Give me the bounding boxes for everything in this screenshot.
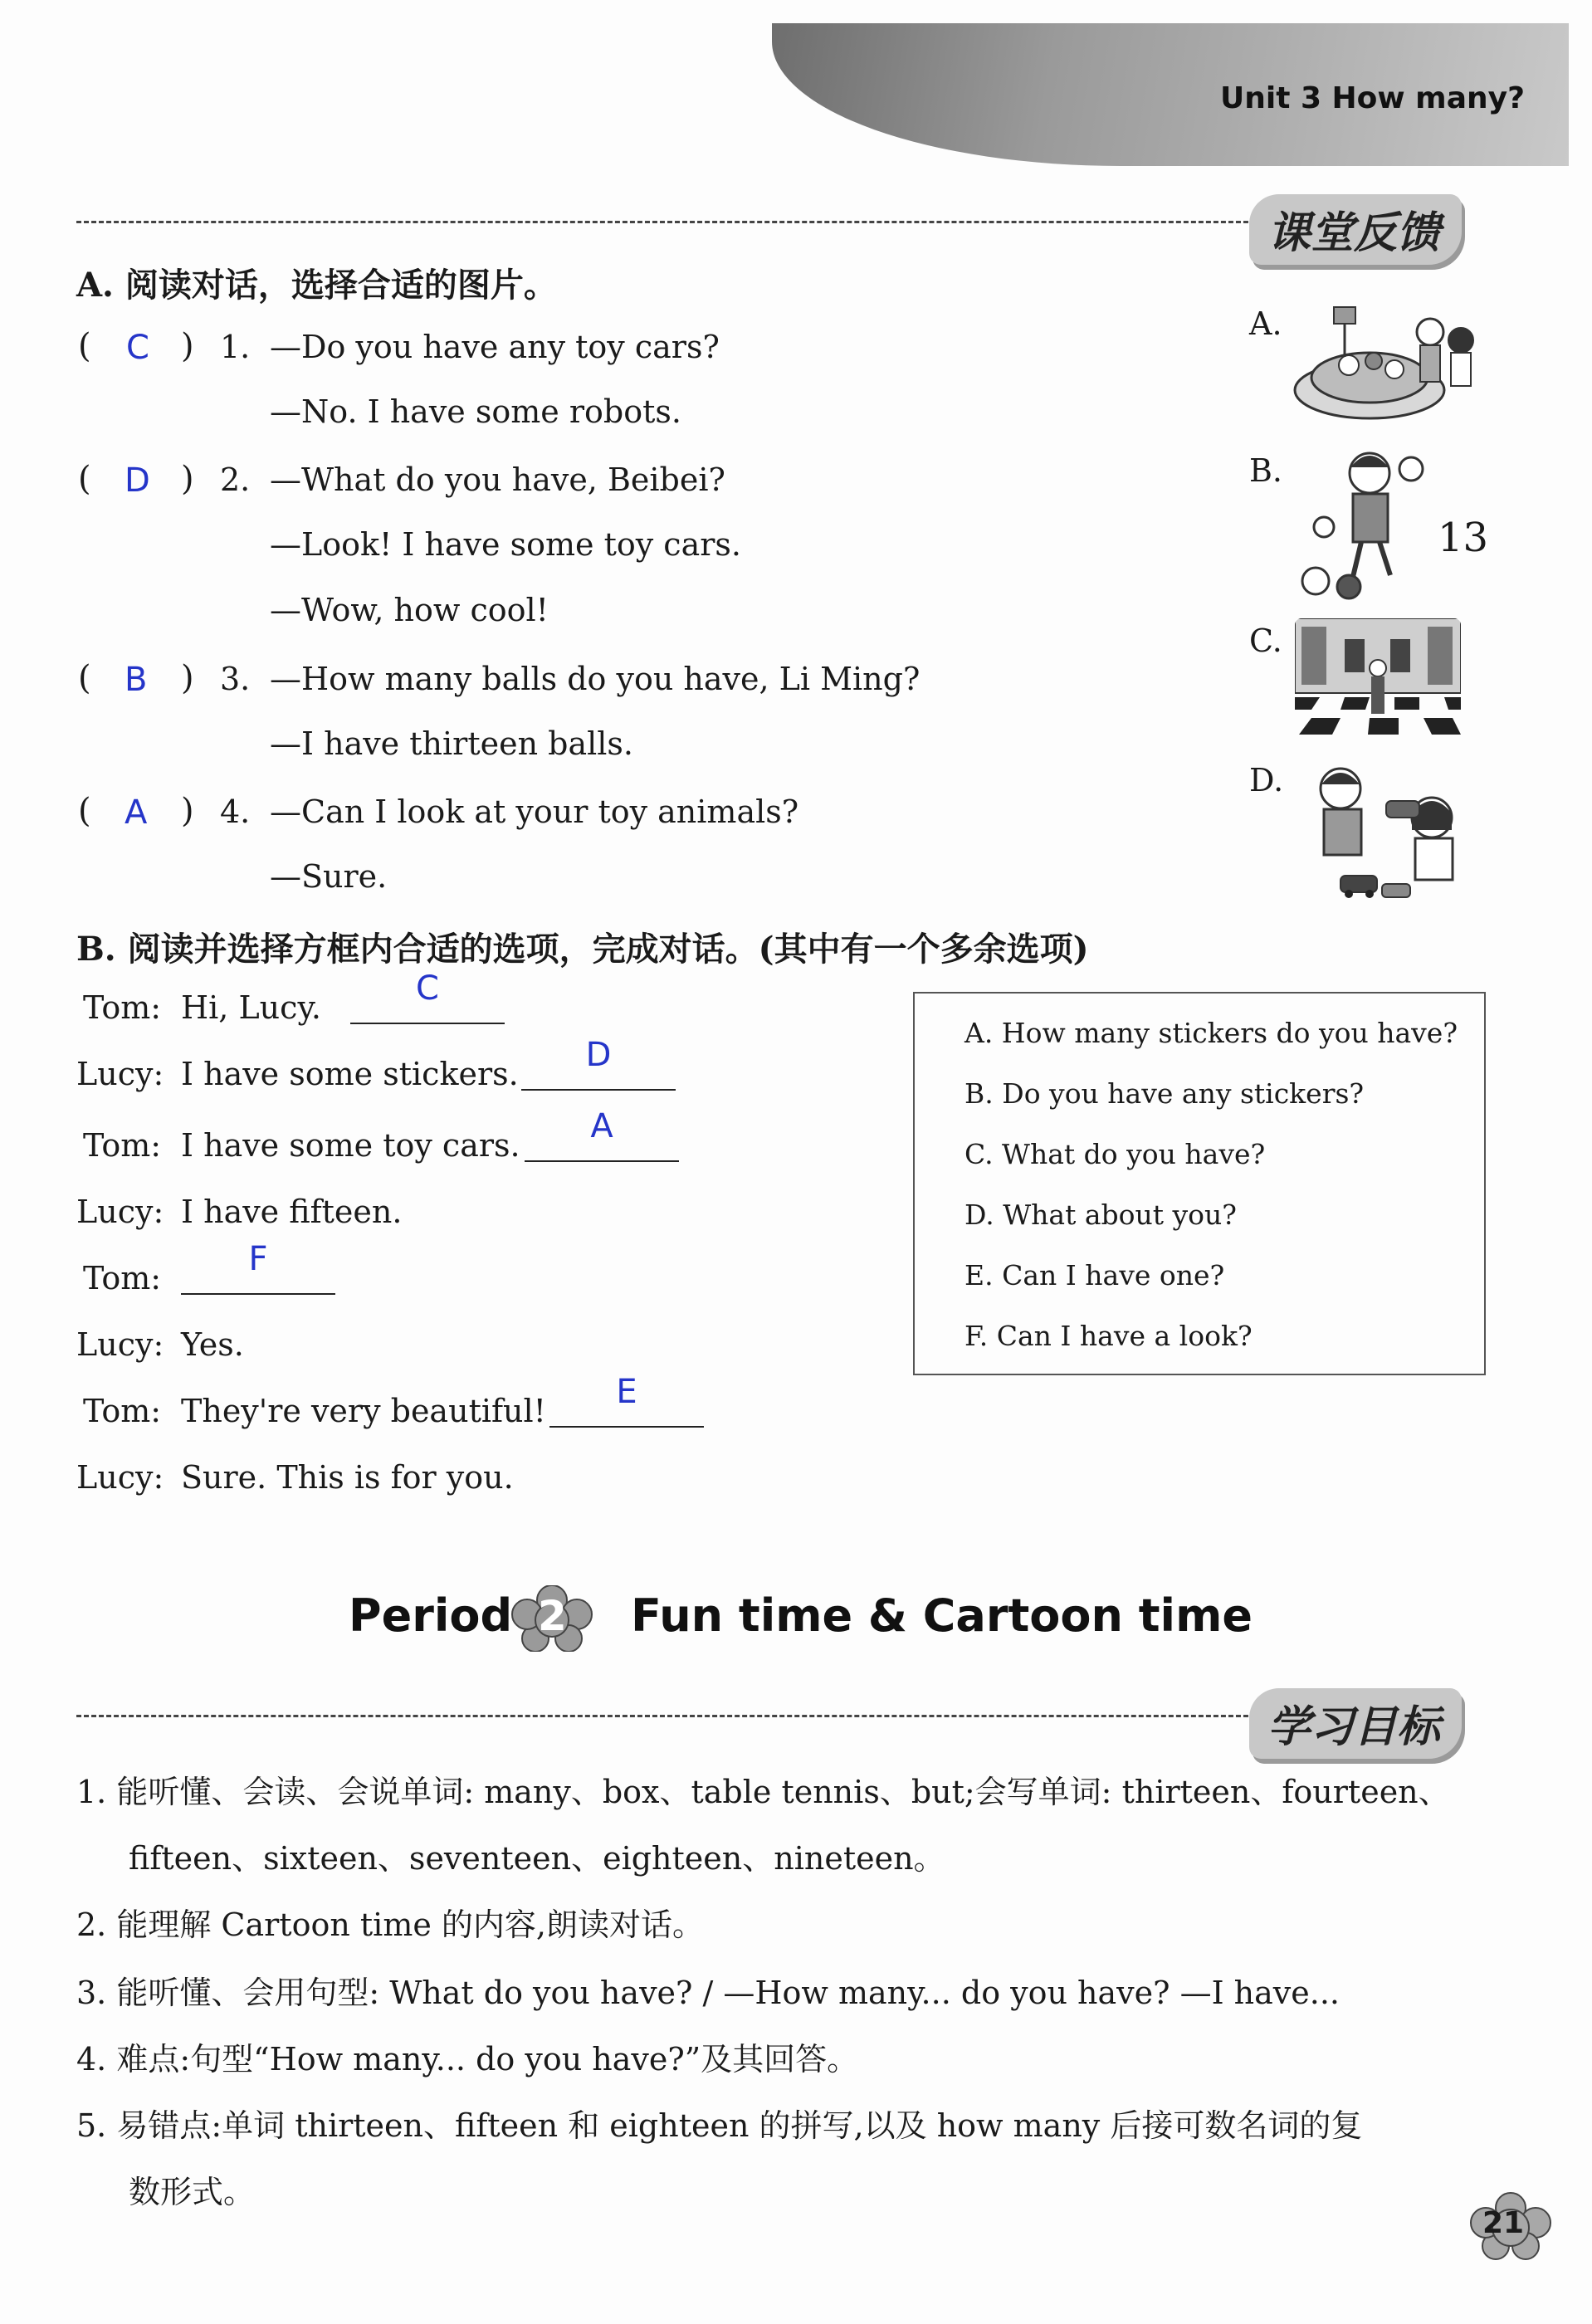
answer-b2: D [585,1036,612,1074]
dialogue-speaker: Lucy: [76,1194,164,1230]
answer-paren: ( [78,460,91,498]
toy-animals-picture [1291,299,1490,432]
picture-label-b: B. [1249,452,1283,489]
option-e: E. Can I have one? [964,1259,1225,1291]
dialogue-line: —How many balls do you have, Li Ming? [270,661,921,697]
answer-paren: ( [78,792,91,830]
kids-with-toy-cars-picture [1291,759,1482,909]
period-prefix: Period [349,1589,513,1642]
dialogue-speaker: Lucy: [76,1459,164,1496]
section-b-title: B. 阅读并选择方框内合适的选项，完成对话。(其中有一个多余选项) [76,930,1089,969]
option-c: C. What do you have? [964,1138,1266,1170]
question-number: 2. [220,461,251,498]
dialogue-line: —Sure. [270,858,388,895]
period-title: Fun time & Cartoon time [631,1589,1253,1642]
unit-title: Unit 3 How many? [1220,81,1525,115]
dialogue-speaker: Lucy: [76,1056,164,1092]
option-b: B. Do you have any stickers? [964,1077,1365,1110]
answer-a3: B [125,661,148,699]
dialogue-line: —Wow, how cool! [270,592,549,628]
dialogue-line: —I have thirteen balls. [270,725,633,762]
dialogue-speaker: Tom: [83,1260,162,1296]
options-box [913,992,1486,1375]
dialogue-text: I have some toy cars. [181,1127,520,1164]
question-number: 1. [220,329,251,365]
answer-blank-b1 [350,969,505,1024]
answer-b1: C [416,969,439,1008]
goal-line: 5. 易错点:单词 thirteen、fifteen 和 eighteen 的拼写,以及 how many 后接可数名词的复 [76,2107,1363,2144]
goal-line: 2. 能理解 Cartoon time 的内容,朗读对话。 [76,1907,704,1943]
dialogue-speaker: Tom: [83,989,162,1026]
dialogue-speaker: Tom: [83,1127,162,1164]
picture-label-d: D. [1249,762,1284,798]
answer-paren: ) [181,659,194,697]
option-a: A. How many stickers do you have? [964,1017,1458,1049]
option-f: F. Can I have a look? [964,1320,1253,1352]
answer-paren: ( [78,659,91,697]
dialogue-speaker: Tom: [83,1393,162,1429]
answer-b5: E [616,1373,637,1411]
boy-with-balls-picture [1299,444,1440,602]
dialogue-line: —What do you have, Beibei? [270,461,725,498]
dialogue-text: I have some stickers. [181,1056,519,1092]
answer-a1: C [126,329,149,367]
answer-b4: F [248,1240,268,1278]
dialogue-line: —No. I have some robots. [270,393,681,430]
dialogue-text: I have fifteen. [181,1194,403,1230]
dialogue-text: Hi, Lucy. [181,989,321,1026]
answer-paren: ) [181,460,194,498]
question-number: 4. [220,793,251,830]
answer-a2: D [125,461,150,500]
dialogue-line: —Can I look at your toy animals? [270,793,799,830]
goal-line: fifteen、sixteen、seventeen、eighteen、nineteen。 [129,1840,945,1877]
question-number: 3. [220,661,251,697]
dialogue-line: —Do you have any toy cars? [270,329,720,365]
option-d: D. What about you? [964,1199,1237,1231]
divider [76,221,1263,223]
dialogue-line: —Look! I have some toy cars. [270,526,741,563]
dialogue-text: Yes. [181,1326,244,1363]
answer-paren: ) [181,327,194,365]
answer-a4: A [125,793,148,832]
page-number: 21 [1482,2206,1525,2240]
goal-line: 1. 能听懂、会读、会说单词: many、box、table tennis、but;会写单词: thirteen、fourteen、 [76,1774,1450,1810]
answer-paren: ) [181,792,194,830]
period-number: 2 [538,1592,567,1640]
goal-line: 3. 能听懂、会用句型: What do you have? / —How many... do you have? —I have... [76,1975,1341,2011]
answer-b3: A [590,1107,613,1145]
dialogue-text: Sure. This is for you. [181,1459,514,1496]
answer-blank-b3 [525,1107,679,1162]
goal-line: 4. 难点:句型“How many... do you have?”及其回答。 [76,2041,859,2077]
picture-b-number: 13 [1438,515,1489,561]
answer-blank-b2 [521,1036,676,1091]
divider [76,1715,1263,1717]
section-tag-goals: 学习目标 [1249,1688,1462,1759]
section-a-title: A. 阅读对话，选择合适的图片。 [76,266,557,305]
robots-picture [1295,618,1461,743]
picture-label-a: A. [1249,305,1282,342]
answer-blank-b4 [181,1240,335,1295]
answer-blank-b5 [549,1373,704,1428]
dialogue-speaker: Lucy: [76,1326,164,1363]
picture-label-c: C. [1249,622,1282,659]
goal-line: 数形式。 [129,2174,256,2210]
answer-paren: ( [78,327,91,365]
dialogue-text: They're very beautiful! [181,1393,546,1429]
section-tag-feedback: 课堂反馈 [1249,194,1462,265]
